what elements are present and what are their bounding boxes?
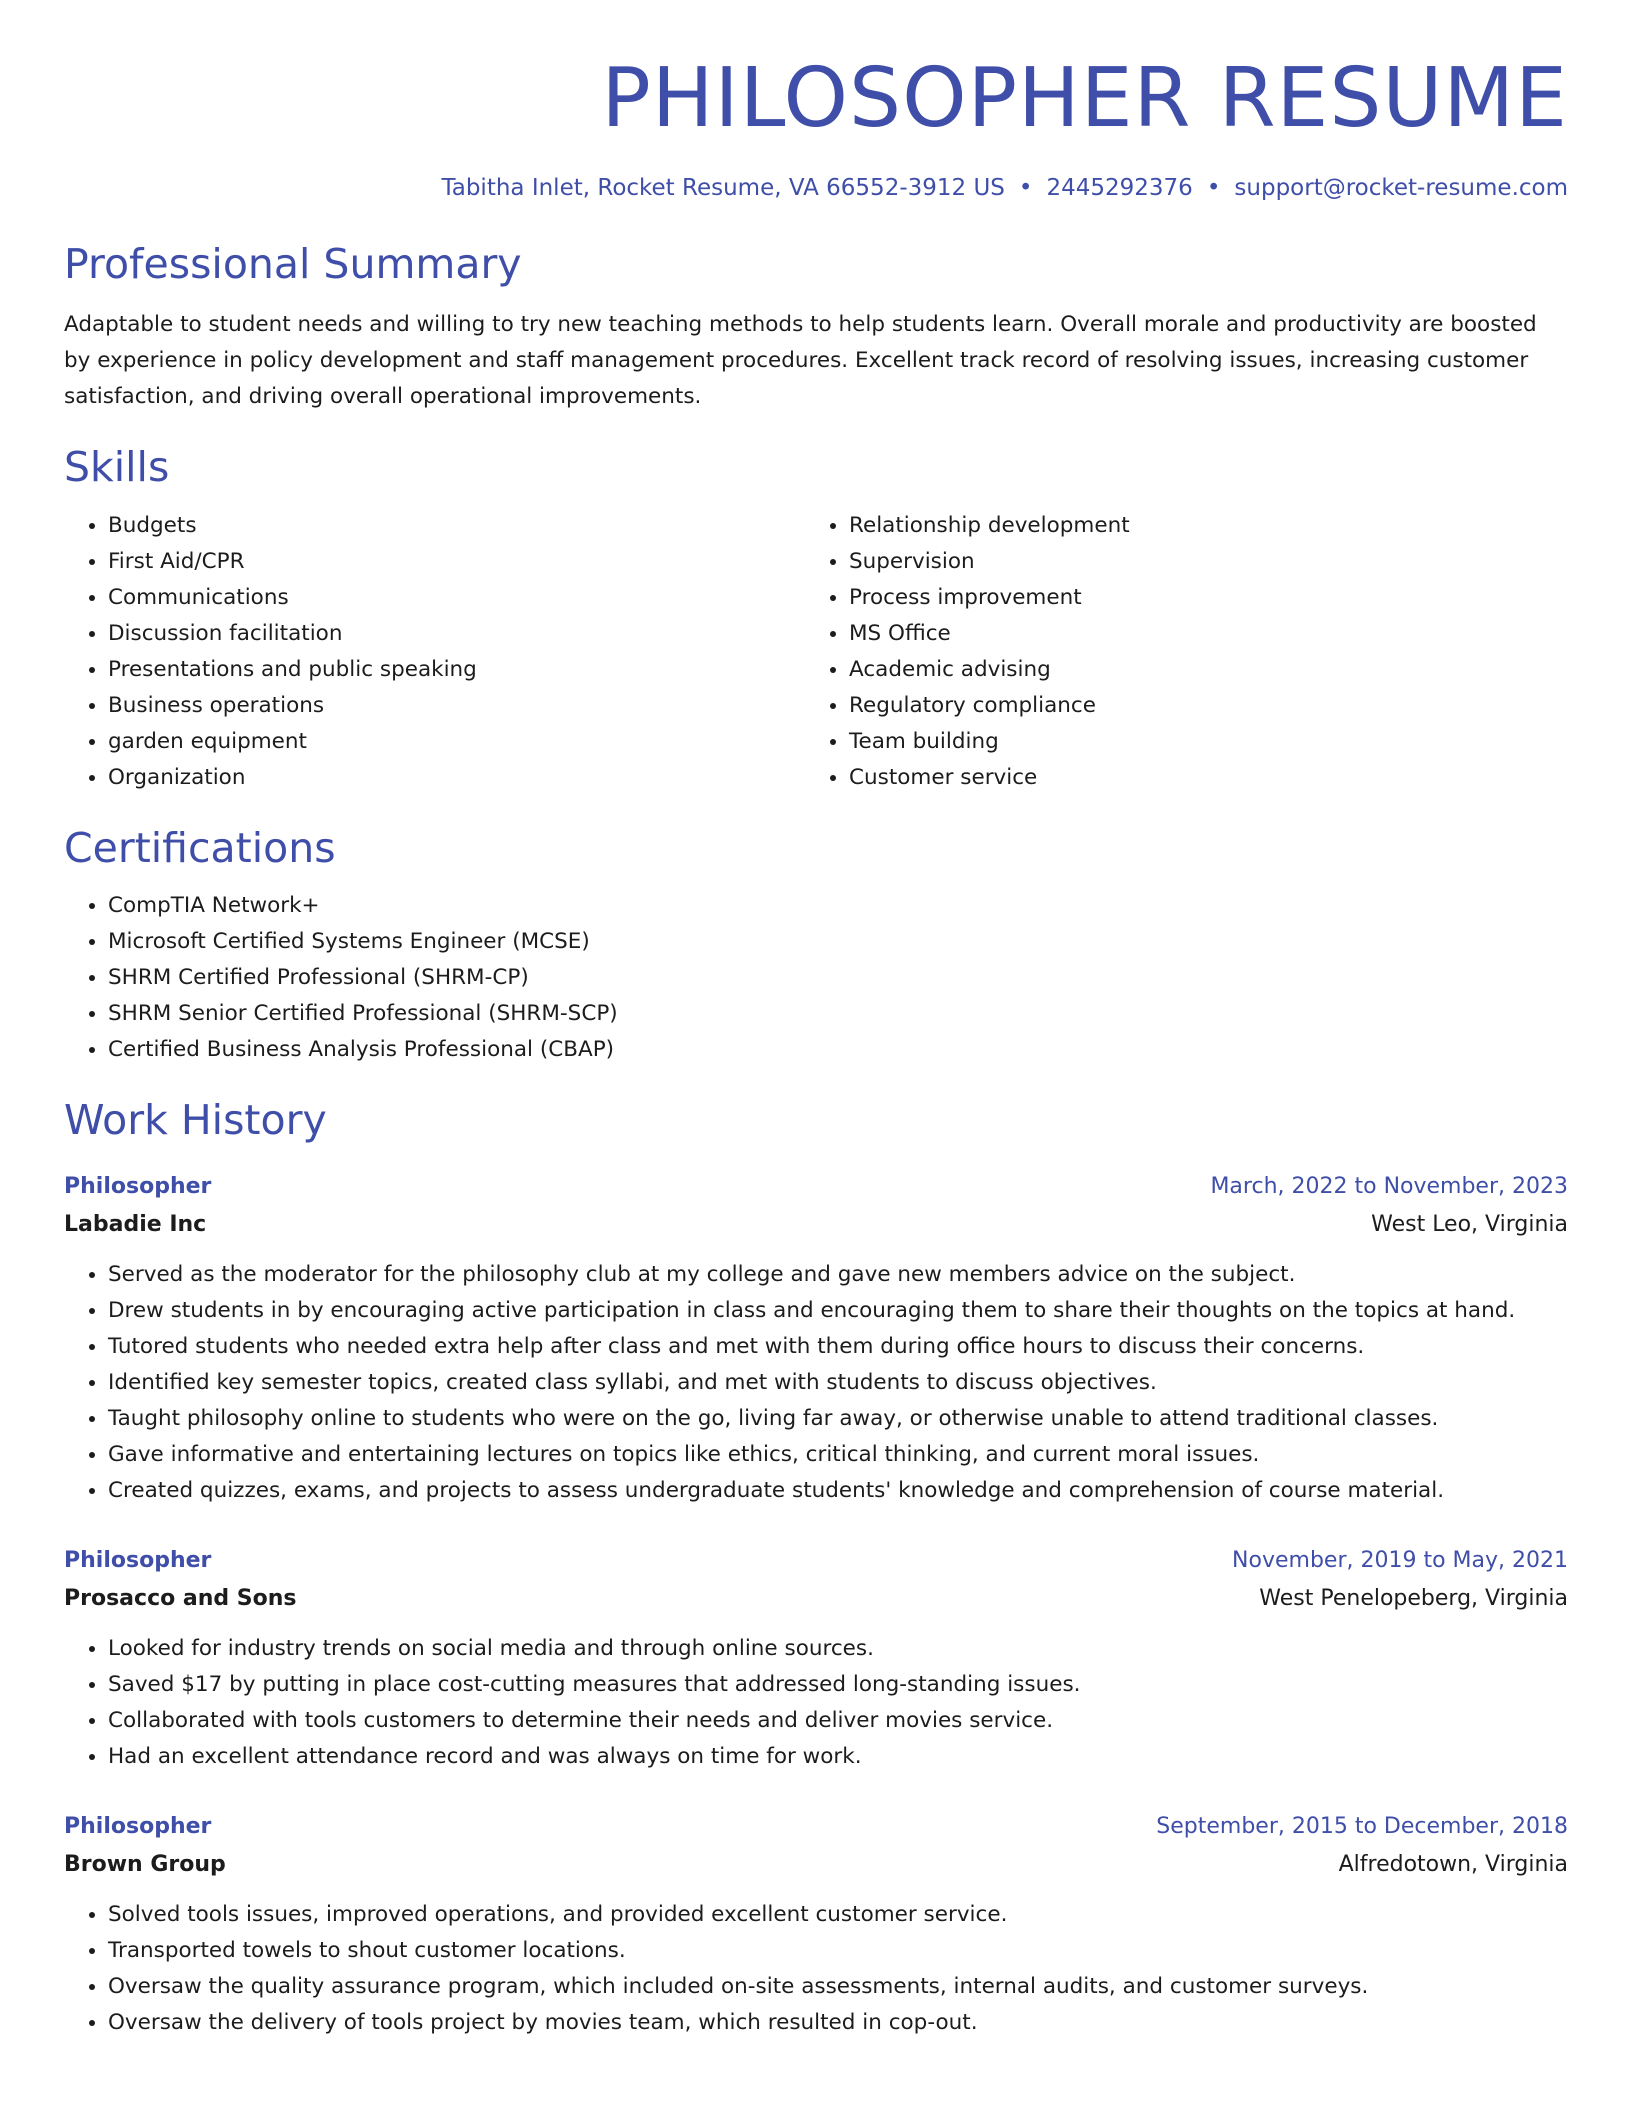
skill-item: • MS Office — [849, 616, 1546, 652]
job-location: West Leo, Virginia — [1371, 1211, 1568, 1237]
job-company: Labadie Inc — [64, 1211, 207, 1237]
job-bullet: • Oversaw the quality assurance program, which included on-site assessments, internal audits, and customer surveys. — [108, 1969, 1568, 2005]
skill-item: • Communications — [108, 580, 805, 616]
skill-item: • Process improvement — [849, 580, 1546, 616]
job-title: Philosopher — [64, 1813, 212, 1839]
skills-list-right — [805, 508, 1546, 796]
job-bullet: • Oversaw the delivery of tools project by movies team, which resulted in cop-out. — [108, 2005, 1568, 2041]
job-company-row — [64, 1205, 1568, 1245]
contact-separator: • — [1018, 175, 1033, 202]
job-bullets — [64, 1631, 1568, 1775]
job-bullets — [64, 1257, 1568, 1509]
job-entry — [64, 1543, 1568, 1775]
job-bullet: • Drew students in by encouraging active participation in class and encouraging them to share their thoughts on the topics at hand. — [108, 1293, 1568, 1329]
certification-item: • Certified Business Analysis Professional (CBAP) — [108, 1032, 1568, 1068]
skill-item: • Business operations — [108, 688, 805, 724]
job-entry — [64, 1809, 1568, 2041]
skill-item: • Regulatory compliance — [849, 688, 1546, 724]
contact-line — [64, 174, 1568, 204]
job-location: West Penelopeberg, Virginia — [1259, 1585, 1568, 1611]
job-bullet: • Gave informative and entertaining lectures on topics like ethics, critical thinking, and current moral issues. — [108, 1437, 1568, 1473]
skill-item: • Budgets — [108, 508, 805, 544]
skills-grid — [64, 508, 1568, 796]
certifications-list — [64, 888, 1568, 1068]
skill-item: • Customer service — [849, 760, 1546, 796]
job-bullet: • Saved $17 by putting in place cost-cutting measures that addressed long-standing issues. — [108, 1667, 1568, 1703]
job-entry — [64, 1169, 1568, 1509]
job-header-row — [64, 1809, 1568, 1845]
summary-heading: Professional Summary — [64, 240, 522, 289]
skill-item: • Relationship development — [849, 508, 1546, 544]
skills-column-right — [805, 508, 1546, 796]
job-title: Philosopher — [64, 1173, 212, 1199]
job-location: Alfredotown, Virginia — [1338, 1851, 1568, 1877]
skill-item: • Supervision — [849, 544, 1546, 580]
job-bullet: • Served as the moderator for the philosophy club at my college and gave new members advice on the subject. — [108, 1257, 1568, 1293]
job-bullet: • Identified key semester topics, created class syllabi, and met with students to discuss objectives. — [108, 1365, 1568, 1401]
job-bullet: • Tutored students who needed extra help after class and met with them during office hours to discuss their concerns. — [108, 1329, 1568, 1365]
job-header-row — [64, 1543, 1568, 1579]
job-company-row — [64, 1579, 1568, 1619]
summary-text: Adaptable to student needs and willing to try new teaching methods to help students learn. Overall morale and productivity are boosted by experience in policy development and staff management procedures. Excellent track record of resolving issues, increasing customer satisfaction, and driving overall operational improvements. — [64, 312, 1537, 410]
summary-section — [64, 240, 1568, 415]
certification-item: • Microsoft Certified Systems Engineer (MCSE) — [108, 924, 1568, 960]
certification-item: • SHRM Certified Professional (SHRM-CP) — [108, 960, 1568, 996]
skill-item: • Discussion facilitation — [108, 616, 805, 652]
work-history-section — [64, 1096, 1568, 2041]
job-bullet: • Had an excellent attendance record and was always on time for work. — [108, 1739, 1568, 1775]
work-history-heading: Work History — [64, 1095, 327, 1144]
contact-address: Tabitha Inlet, Rocket Resume, VA 66552-3912 US — [441, 175, 1005, 202]
skill-item: • Team building — [849, 724, 1546, 760]
skill-item: • Presentations and public speaking — [108, 652, 805, 688]
certifications-section — [64, 824, 1568, 1067]
skill-item: • Organization — [108, 760, 805, 796]
job-bullet: • Looked for industry trends on social media and through online sources. — [108, 1631, 1568, 1667]
contact-email[interactable]: support@rocket-resume.com — [1234, 175, 1568, 202]
skill-item: • Academic advising — [849, 652, 1546, 688]
job-bullet: • Created quizzes, exams, and projects to assess undergraduate students' knowledge and comprehension of course material. — [108, 1473, 1568, 1509]
skills-heading: Skills — [64, 443, 170, 492]
job-company-row — [64, 1845, 1568, 1885]
job-bullet: • Collaborated with tools customers to determine their needs and deliver movies service. — [108, 1703, 1568, 1739]
job-bullets — [64, 1897, 1568, 2041]
contact-phone[interactable]: 2445292376 — [1046, 175, 1193, 202]
resume-title: PHILOSOPHER RESUME — [601, 51, 1568, 146]
job-dates: September, 2015 to December, 2018 — [1156, 1813, 1568, 1839]
job-company: Prosacco and Sons — [64, 1585, 297, 1611]
job-company: Brown Group — [64, 1851, 226, 1877]
certification-item: • CompTIA Network+ — [108, 888, 1568, 924]
certification-item: • SHRM Senior Certified Professional (SHRM-SCP) — [108, 996, 1568, 1032]
job-header-row — [64, 1169, 1568, 1205]
skills-column-left — [64, 508, 805, 796]
skills-list-left — [64, 508, 805, 796]
job-title: Philosopher — [64, 1547, 212, 1573]
job-bullet: • Transported towels to shout customer locations. — [108, 1933, 1568, 1969]
job-dates: March, 2022 to November, 2023 — [1210, 1173, 1568, 1199]
skill-item: • First Aid/CPR — [108, 544, 805, 580]
job-bullet: • Solved tools issues, improved operations, and provided excellent customer service. — [108, 1897, 1568, 1933]
contact-separator: • — [1206, 175, 1221, 202]
skill-item: • garden equipment — [108, 724, 805, 760]
skills-section — [64, 443, 1568, 796]
certifications-heading: Certifications — [64, 824, 336, 873]
job-bullet: • Taught philosophy online to students who were on the go, living far away, or otherwise unable to attend traditional classes. — [108, 1401, 1568, 1437]
job-dates: November, 2019 to May, 2021 — [1232, 1547, 1568, 1573]
